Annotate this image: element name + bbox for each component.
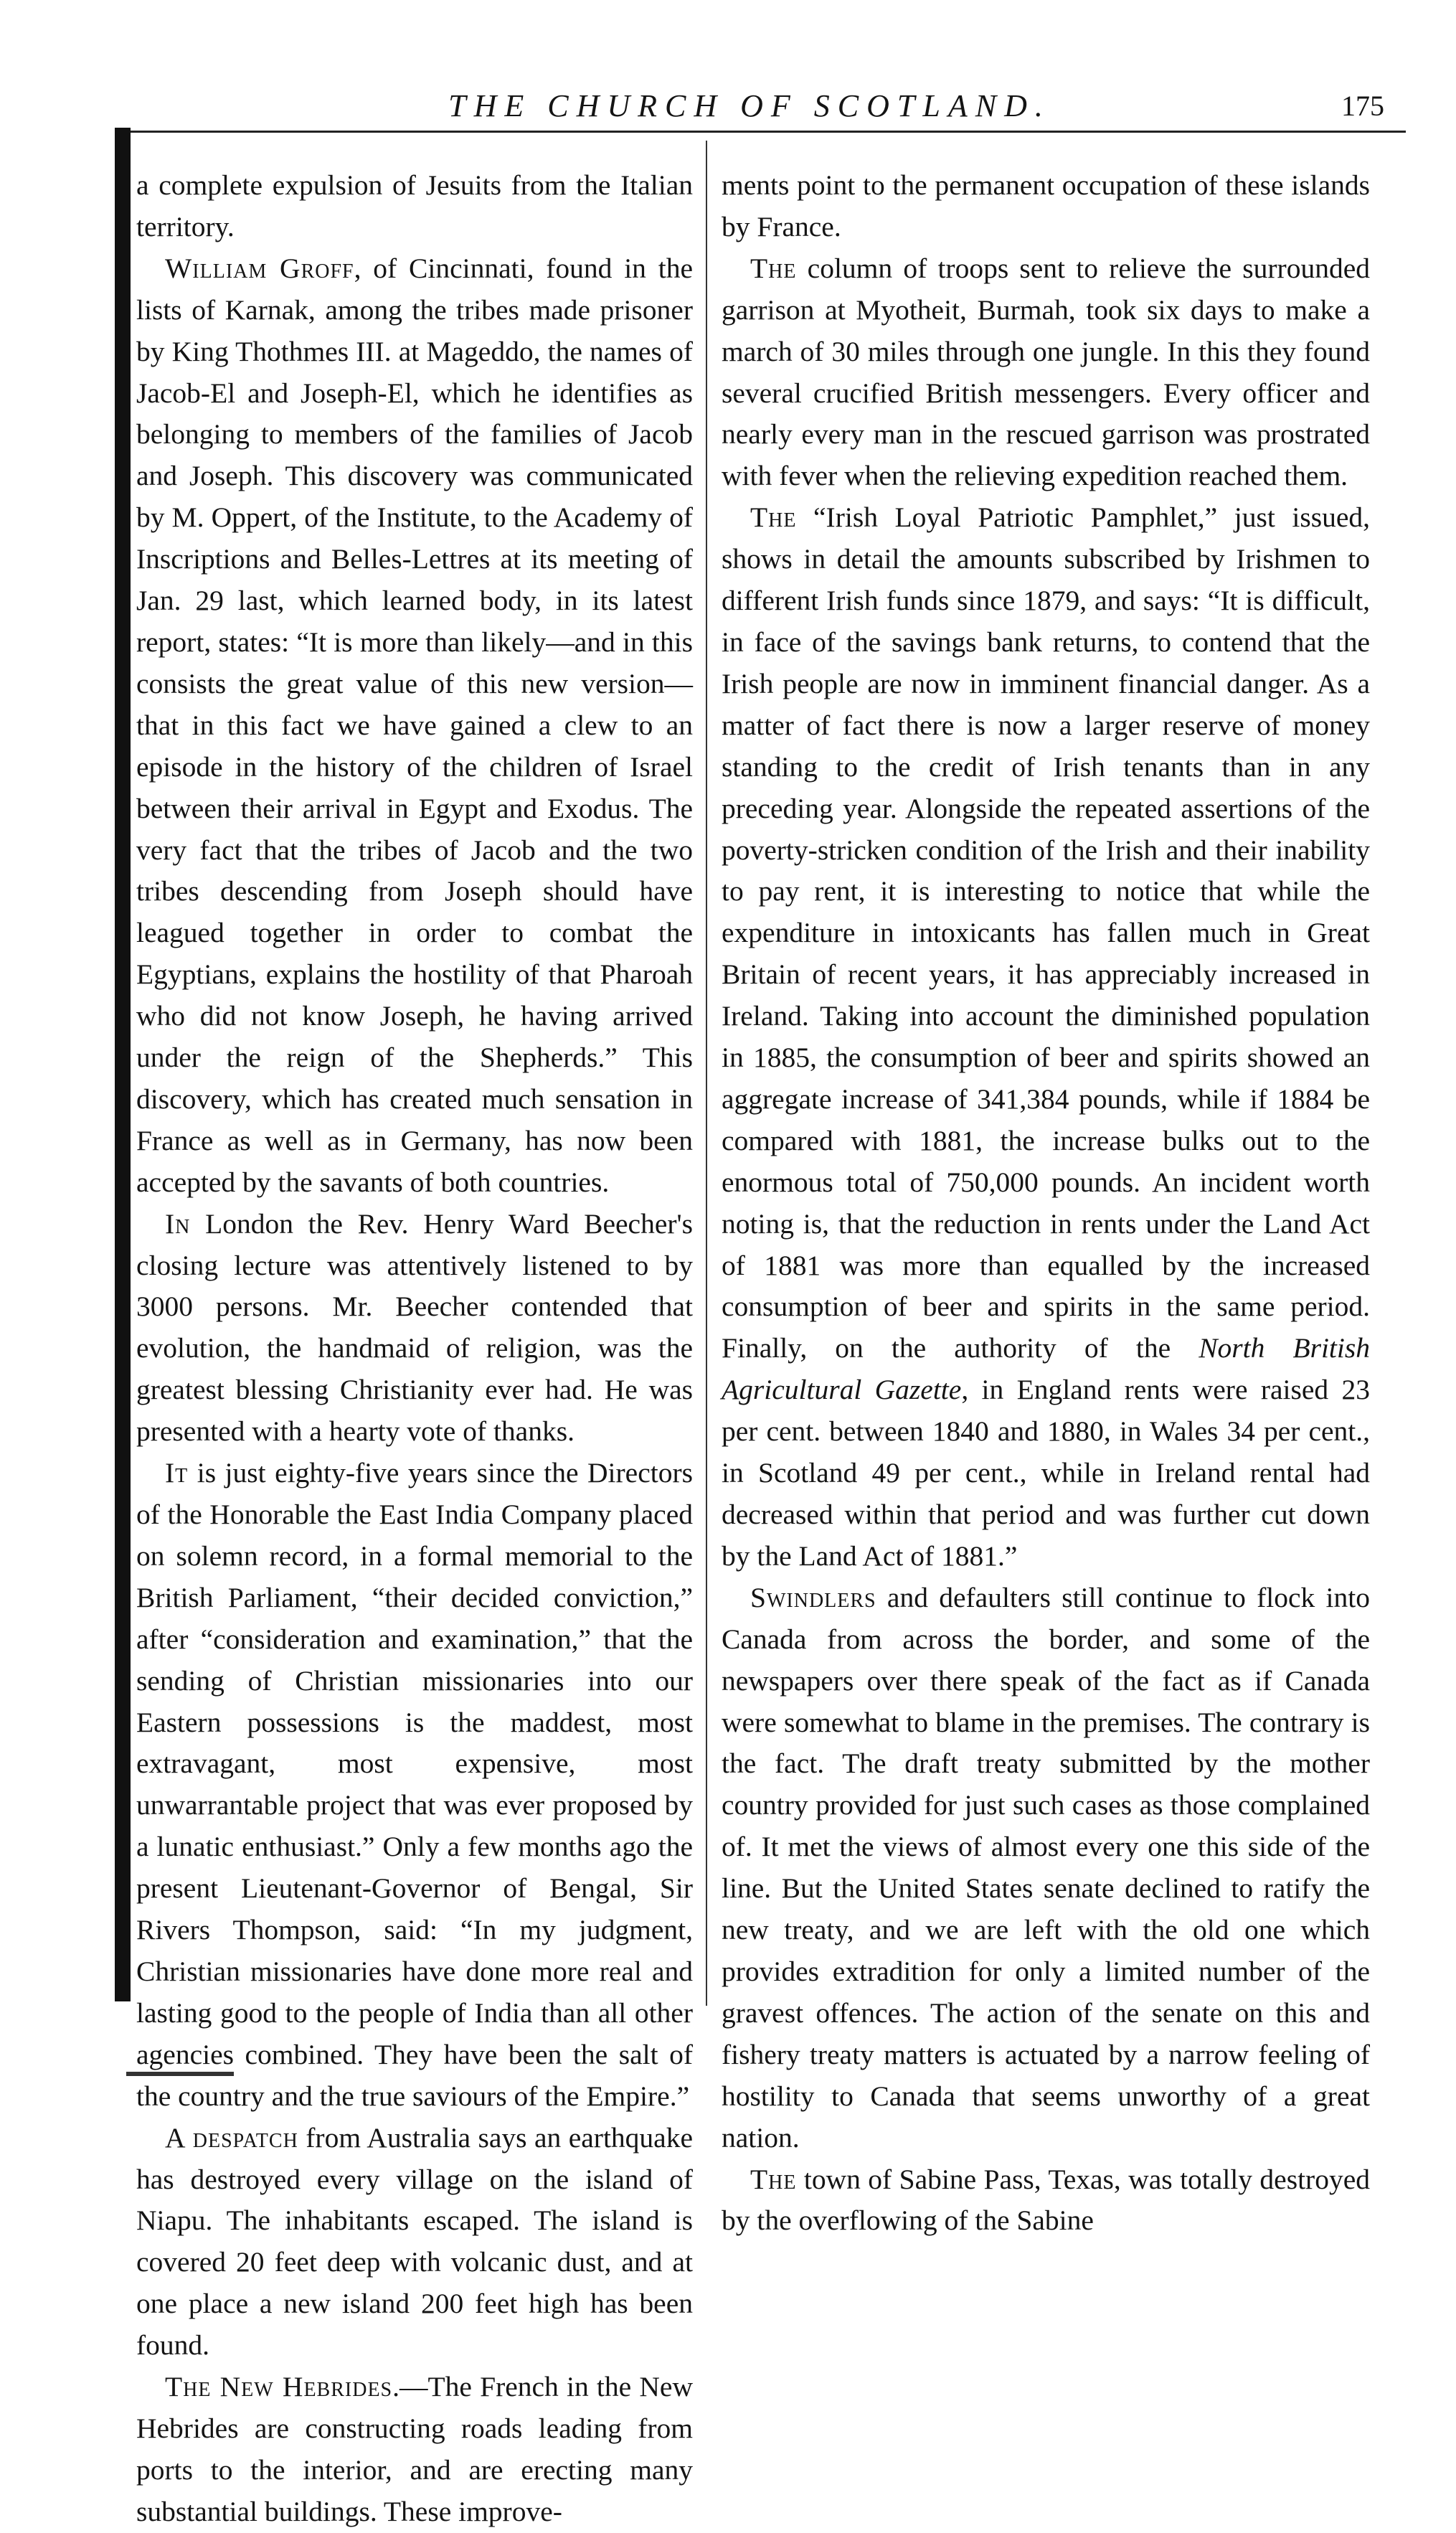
lead-in: The New Hebrides — [165, 2371, 393, 2403]
lead-in: A despatch — [165, 2121, 298, 2154]
paragraph-new-hebrides — [136, 2367, 693, 2533]
paragraph-body: column of troops sent to relieve the surrounded garrison at Myotheit, Burmah, took six days to make a march of 30 miles through one jungle. In this they found several crucified British messengers. Every officer and nearly every man in the rescued garrison was prostrated with fever when the relieving expedition reached them. — [722, 252, 1370, 492]
running-title: THE CHURCH OF SCOTLAND. — [448, 88, 1051, 123]
lead-in: Swindlers — [750, 1581, 876, 1613]
paragraph-swindlers — [722, 1577, 1370, 2159]
header-rule — [129, 131, 1406, 133]
paragraph-sabine-pass — [722, 2159, 1370, 2242]
paragraph-body: town of Sabine Pass, Texas, was totally destroyed by the overflowing of the Sabine — [722, 2163, 1370, 2237]
paragraph-jesuits-end: a complete expulsion of Jesuits from the Italian territory. — [136, 169, 693, 242]
footer-rule — [126, 2072, 234, 2076]
paragraph-hebrides-end: ments point to the permanent occupation of these islands by France. — [722, 169, 1370, 242]
column-divider — [706, 141, 707, 2006]
page-header — [115, 85, 1384, 128]
lead-in: In — [165, 1207, 191, 1240]
paragraph-body: , of Cincinnati, found in the lists of Karnak, among the tribes made prisoner by King Thothmes III. at Mageddo, the names of Jacob-El and Joseph-El, which he identifies as belonging to members of the families of Jacob and Joseph. This discovery was communicated by M. Oppert, of the Institute, to the Academy of Inscriptions and Belles-Lettres at its meeting of Jan. 29 last, which learned body, in its latest report, states: “It is more than likely—and in this consists the great value of this new version—that in this fact we have gained a clew to an episode in the history of the children of Israel between their arrival in Egypt and Exodus. The very fact that the tribes of Jacob and the two tribes descending from Joseph should have leagued together in order to combat the Egyptians, explains the hostility of that Pharoah who did not know Joseph, he having arrived under the reign of the Shepherds.” This discovery, which has created much sensation in France as well as in Germany, has now been accepted by the savants of both countries. — [136, 252, 693, 1198]
paragraph-burmah — [722, 248, 1370, 497]
paragraph-body-tail: , in England rents were raised 23 per cent. between 1840 and 1880, in Wales 34 per cent., in Scotland 49 per cent., while in Ireland rental had decreased within that period and was further cut down by the Land Act of 1881.” — [722, 1374, 1370, 1572]
paragraph-body: “Irish Loyal Patriotic Pamphlet,” just issued, shows in detail the amounts subscribed by Irishmen to different Irish funds since 1879, and says: “It is difficult, in face of the savings bank returns, to contend that the Irish people are now in imminent financial danger. As a matter of fact there is now a larger reserve of money standing to the credit of Irish tenants than in any preceding year. Alongside the repeated assertions of the poverty-stricken condition of the Irish and their inability to pay rent, it is interesting to notice that while the expenditure in intoxicants has fallen much in Great Britain of recent years, it has appreciably increased in Ireland. Taking into account the diminished population in 1885, the consumption of beer and spirits showed an aggregate increase of 341,384 pounds, while if 1884 be compared with 1881, the increase bulks out to the enormous total of 750,000 pounds. An incident worth noting is, that the reduction in rents under the Land Act of 1881 was more than equalled by the increased consumption of beer and spirits in the same period. Finally, on the authority of the — [722, 501, 1370, 1364]
lead-in: William Groff — [165, 252, 354, 284]
publication-title: North British Agricultural Gazette — [722, 1332, 1370, 1406]
paragraph-irish-pamphlet — [722, 497, 1370, 1577]
page-number: 175 — [1341, 90, 1384, 122]
left-column — [136, 165, 693, 2533]
paragraph-karnak — [136, 248, 693, 1204]
binding-shadow — [115, 128, 131, 2001]
paragraph-body: from Australia says an earthquake has destroyed every village on the island of Niapu. The inhabitants escaped. The island is covered 20 feet deep with volcanic dust, and at one place a new island 200 feet high has been found. — [136, 2121, 693, 2362]
paragraph-body: London the Rev. Henry Ward Beecher's closing lecture was attentively listened to by 3000 persons. Mr. Beecher contended that evolution, the handmaid of religion, was the greatest blessing Christianity ever had. He was presented with a hearty vote of thanks. — [136, 1207, 693, 1448]
lead-in: It — [165, 1457, 189, 1489]
lead-in: The — [750, 252, 797, 284]
paragraph-body: and defaulters still continue to flock into Canada from across the border, and some of the newspapers over there speak of the fact as if Canada were somewhat to blame in the premises. The contrary is the fact. The draft treaty submitted by the mother country provided for just such cases as those complained of. It met the views of almost every one this side of the line. But the United States senate declined to ratify the new treaty, and we are left with the old one which provides extradition for only a limited number of the gravest offences. The action of the senate on this and fishery treaty matters is actuated by a narrow feeling of hostility to Canada that seems unworthy of a great nation. — [722, 1581, 1370, 2154]
paragraph-body: .—The French in the New Hebrides are constructing roads leading from ports to the interior, and are erecting many substantial buildings. These improve- — [136, 2371, 693, 2527]
paragraph-body: is just eighty-five years since the Directors of the Honorable the East India Company placed on solemn record, in a formal memorial to the British Parliament, “their decided conviction,” after “consideration and examination,” that the sending of Christian missionaries into our Eastern possessions is the maddest, most extravagant, most expensive, most unwarrantable project that was ever proposed by a lunatic enthusiast.” Only a few months ago the present Lieutenant-Governor of Bengal, Sir Rivers Thompson, said: “In my judgment, Christian missionaries have done more real and lasting good to the people of India than all other agencies combined. They have been the salt of the country and the true saviours of the Empire.” — [136, 1457, 693, 2112]
paragraph-east-india — [136, 1453, 693, 2118]
right-column — [722, 165, 1370, 2242]
lead-in: The — [750, 2163, 797, 2195]
paragraph-beecher — [136, 1204, 693, 1453]
lead-in: The — [750, 501, 797, 534]
